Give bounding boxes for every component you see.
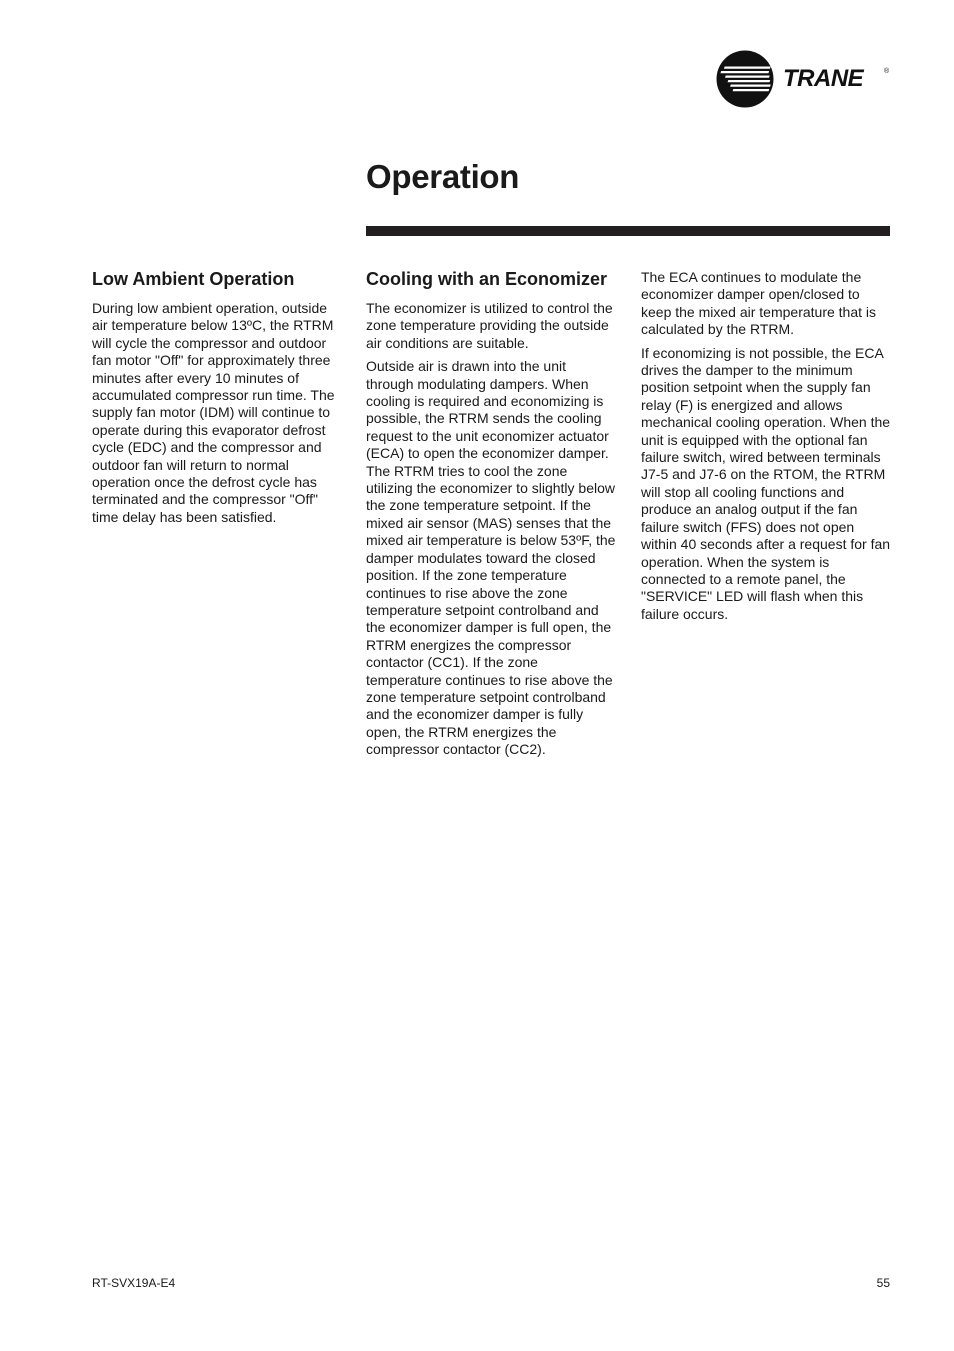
section-heading: Cooling with an Economizer <box>366 269 608 289</box>
trane-logo <box>716 50 894 108</box>
registered-mark: ® <box>884 68 890 75</box>
footer-page-number: 55 <box>876 1276 890 1290</box>
paragraph: If economizing is not possible, the ECA drives the damper to the minimum position setpoint when the supply fan relay (F) is energized and allows mechanical cooling operation. When the unit is equipped with the optional fan failure switch, wired between terminals J7-5 and J7-6 on the RTOM, the RTRM will stop all cooling functions and produce an analog output if the fan failure switch (FFS) does not open within 40 seconds after a request for fan operation. When the system is connected to a remote panel, the "SERVICE" LED will flash when this failure occurs. <box>641 344 891 622</box>
page-title: Operation <box>366 158 520 195</box>
logo-wordmark: TRANE <box>783 65 864 92</box>
paragraph: The ECA continues to modulate the economizer damper open/closed to keep the mixed air temperature that is calculated by the RTRM. <box>641 269 877 338</box>
section-heading: Low Ambient Operation <box>92 269 295 289</box>
title-rule <box>366 226 890 236</box>
paragraph: The economizer is utilized to control the zone temperature providing the outside air conditions are suitable. <box>366 300 613 351</box>
section-economizer-continued <box>641 269 891 629</box>
paragraph: During low ambient operation, outside air temperature below 13ºC, the RTRM will cycle the compressor and outdoor fan motor "Off" for approximately three minutes after every 10 minutes of accumulated compressor run time. The supply fan motor (IDM) will continue to operate during this evaporator defrost cycle (EDC) and the compressor and outdoor fan will return to normal operation once the defrost cycle has terminated and the compressor "Off" time delay has been satisfied. <box>92 300 335 525</box>
section-cooling-with-economizer <box>366 268 616 765</box>
section-low-ambient-operation <box>92 268 342 532</box>
paragraph: Outside air is drawn into the unit through modulating dampers. When cooling is required and economizing is possible, the RTRM sends the cooling request to the unit economizer actuator (ECA) to open the economizer damper. The RTRM tries to cool the zone utilizing the economizer to slightly below the zone temperature setpoint. If the mixed air sensor (MAS) senses that the mixed air temperature is below 53ºF, the damper modulates toward the closed position. If the zone temperature continues to rise above the zone temperature setpoint controlband and the economizer damper is full open, the RTRM energizes the compressor contactor (CC1). If the zone temperature continues to rise above the zone temperature setpoint controlband and the economizer damper is fully open, the RTRM energizes the compressor contactor (CC2). <box>366 358 616 758</box>
footer-document-number: RT-SVX19A-E4 <box>92 1276 176 1290</box>
trane-logo-icon <box>716 50 894 108</box>
